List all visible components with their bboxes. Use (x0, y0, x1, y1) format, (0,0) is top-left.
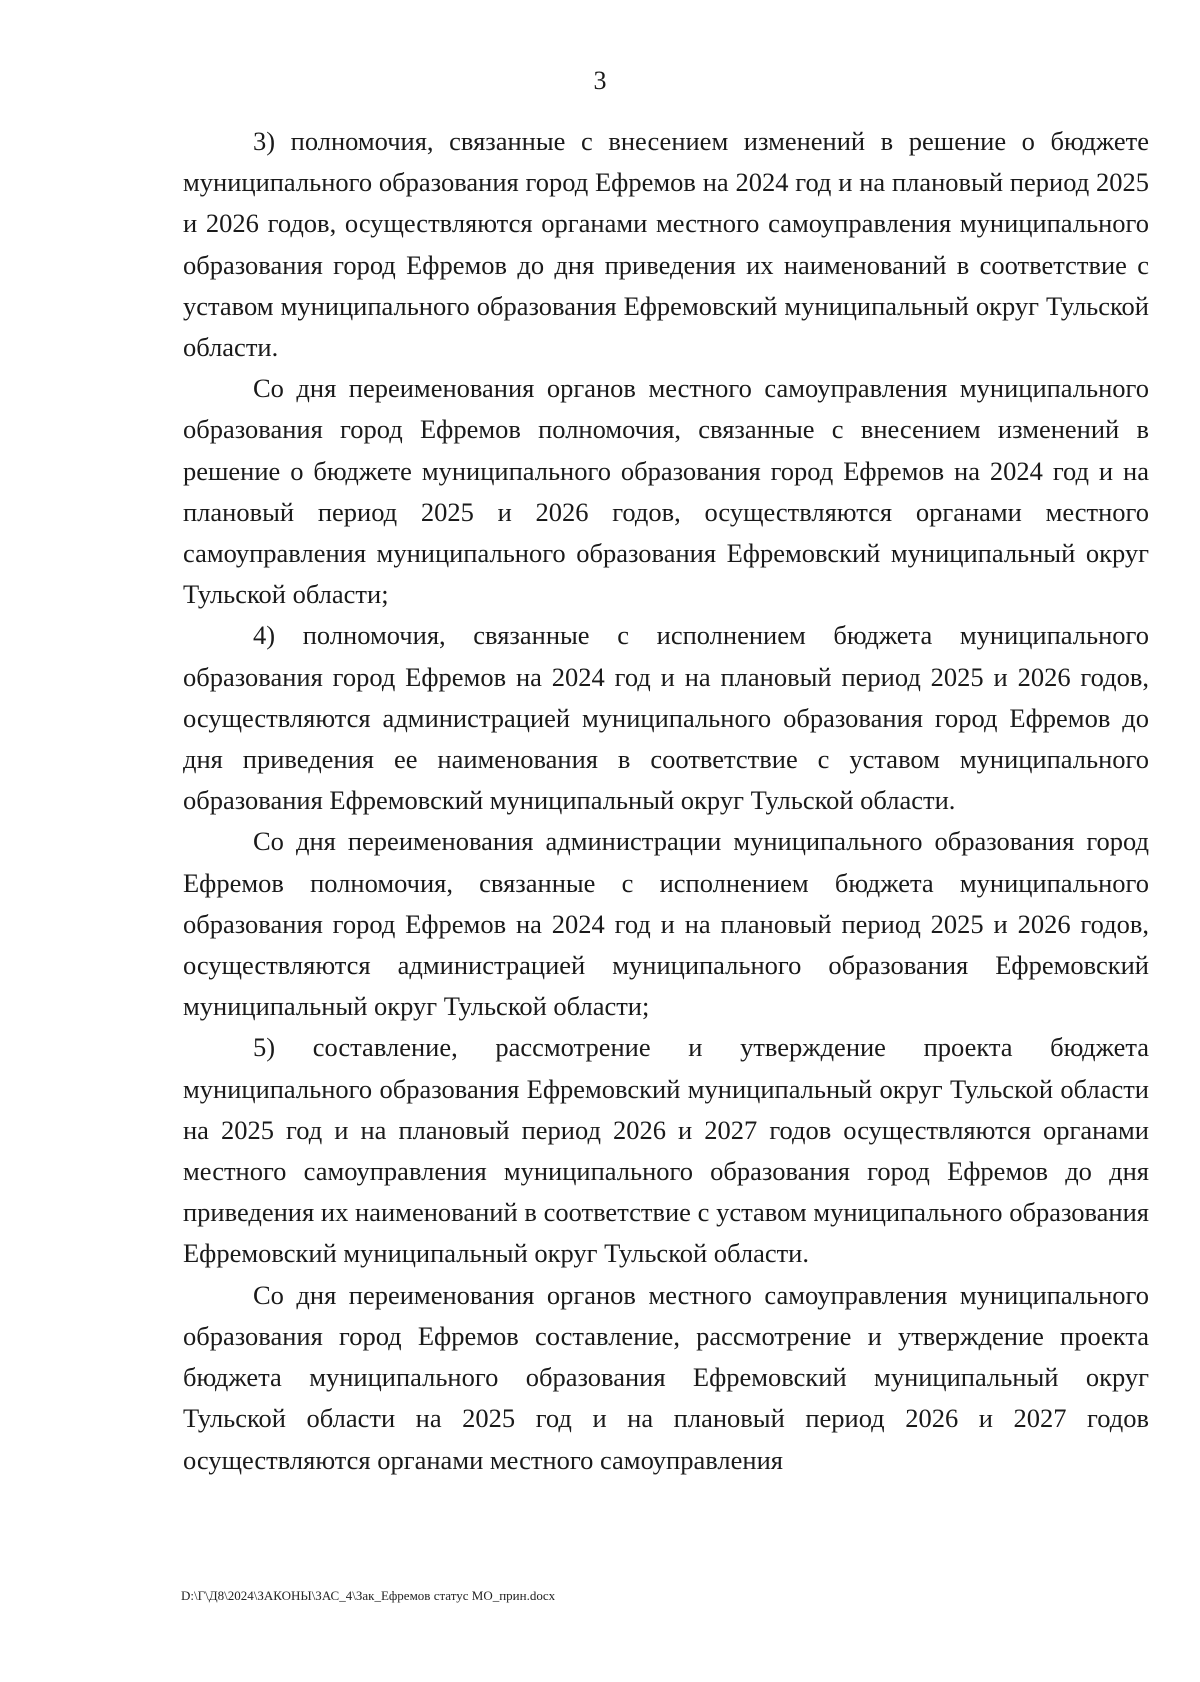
paragraph-item-5-rename: Со дня переименования органов местного самоуправления муниципального образования город Ефремов составление, рассмотрение и утверждение проекта бюджета муниципального образования Ефремовский муниципальный округ Тульской области на 2025 год и на плановый период 2026 и 2027 годов осуществляются органами местного самоуправления (183, 1279, 1149, 1475)
paragraph-item-4-rename: Со дня переименования администрации муниципального образования город Ефремов полномочия, связанные с исполнением бюджета муниципального образования город Ефремов на 2024 год и на плановый период 2025 и 2026 годов, осуществляются администрацией муниципального образования Ефремовский муниципальный округ Тульской области; (183, 826, 1149, 1022)
paragraph-item-3-rename: Со дня переименования органов местного самоуправления муниципального образования город Ефремов полномочия, связанные с внесением изменений в решение о бюджете муниципального образования город Ефремов на 2024 год и на плановый период 2025 и 2026 годов, осуществляются органами местного самоуправления муниципального образования Ефремовский муниципальный округ Тульской области; (183, 373, 1149, 610)
paragraph-item-3: 3) полномочия, связанные с внесением изменений в решение о бюджете муниципального образования город Ефремов на 2024 год и на плановый период 2025 и 2026 годов, осуществляются органами местного самоуправления муниципального образования город Ефремов до дня приведения их наименований в соответствие с уставом муниципального образования Ефремовский муниципальный округ Тульской области. (183, 126, 1149, 363)
paragraph-item-5: 5) составление, рассмотрение и утверждение проекта бюджета муниципального образования Ефремовский муниципальный округ Тульской области на 2025 год и на плановый период 2026 и 2027 годов осуществляются органами местного самоуправления муниципального образования город Ефремов до дня приведения их наименований в соответствие с уставом муниципального образования Ефремовский муниципальный округ Тульской области. (183, 1032, 1149, 1269)
document-body (183, 121, 1149, 1481)
page-number: 3 (593, 66, 607, 95)
footer-file-path: D:\Г\Д8\2024\ЗАКОНЫ\ЗАС_4\Зак_Ефремов статус МО_прин.docx (181, 1588, 556, 1603)
paragraph-item-4: 4) полномочия, связанные с исполнением бюджета муниципального образования город Ефремов на 2024 год и на плановый период 2025 и 2026 годов, осуществляются администрацией муниципального образования город Ефремов до дня приведения ее наименования в соответствие с уставом муниципального образования Ефремовский муниципальный округ Тульской области. (183, 620, 1149, 816)
